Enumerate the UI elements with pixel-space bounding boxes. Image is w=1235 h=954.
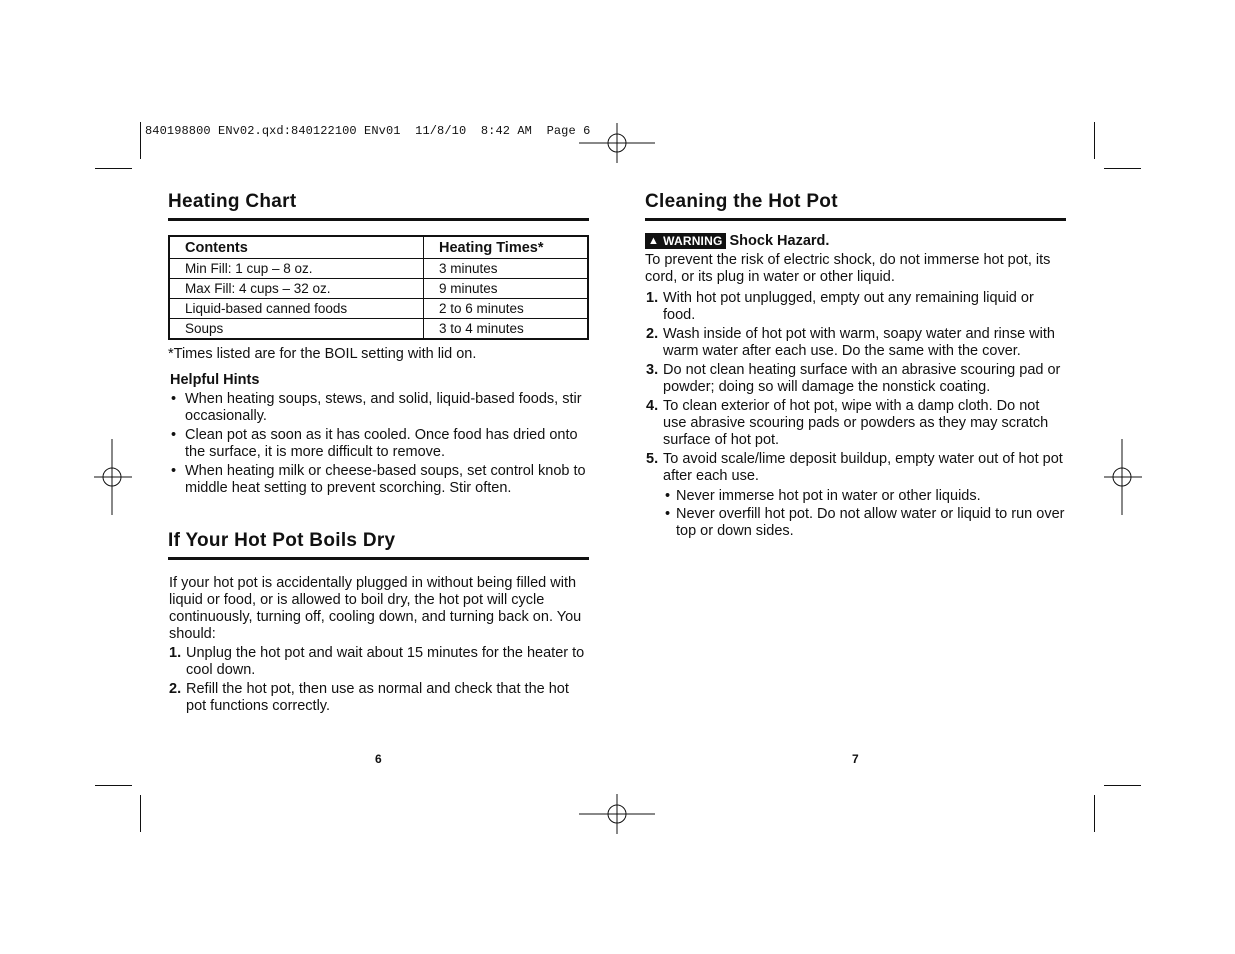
crop-mark [140, 795, 141, 832]
step-text: Wash inside of hot pot with warm, soapy water and rinse with warm water after each use. Do the same with the cover. [663, 326, 1055, 359]
helpful-hints-heading: Helpful Hints [170, 372, 260, 388]
table-row [169, 279, 588, 299]
table-cell: 3 to 4 minutes [424, 319, 589, 340]
table-cell: Liquid-based canned foods [169, 299, 424, 319]
table-row [169, 259, 588, 279]
column-header-heating-times: Heating Times* [424, 236, 589, 259]
registration-mark-icon [579, 776, 655, 852]
step-text: With hot pot unplugged, empty out any remaining liquid or food. [663, 290, 1034, 323]
helpful-hints-list [168, 391, 589, 497]
list-item [168, 681, 589, 715]
heating-chart-title: Heating Chart [168, 190, 589, 221]
step-text: To avoid scale/lime deposit buildup, empty water out of hot pot after each use. [663, 451, 1063, 484]
list-item: • Clean pot as soon as it has cooled. Once food has dried onto the surface, it is more difficult to remove. [168, 427, 589, 461]
boils-dry-title: If Your Hot Pot Boils Dry [168, 529, 589, 560]
boils-dry-intro: If your hot pot is accidentally plugged in without being filled with liquid or food, or is allowed to boil dry, the hot pot will cycle continuously, turning off, cooling down, and turning back on. You should: [169, 575, 582, 642]
table-row [169, 319, 588, 340]
print-slug-line: 840198800 ENv02.qxd:840122100 ENv01 11/8/10 8:42 AM Page 6 [145, 124, 591, 138]
list-item [645, 398, 1066, 449]
table-footnote: *Times listed are for the BOIL setting with lid on. [168, 346, 477, 362]
step-number: 2. [169, 681, 182, 697]
list-item: • Never overfill hot pot. Do not allow water or liquid to run over top or down sides. [663, 506, 1066, 540]
step-text: To clean exterior of hot pot, wipe with a damp cloth. Do not use abrasive scouring pads or powders as they may scratch surface of hot pot. [663, 398, 1049, 448]
list-item [645, 326, 1066, 360]
warning-badge [645, 233, 726, 249]
boils-dry-section [168, 529, 589, 717]
crop-mark [95, 168, 132, 169]
step-text: Unplug the hot pot and wait about 15 minutes for the heater to cool down. [186, 645, 585, 678]
crop-mark [140, 122, 141, 159]
list-item: • Never immerse hot pot in water or other liquids. [663, 488, 1066, 505]
crop-mark [1104, 785, 1141, 786]
table-cell: 3 minutes [424, 259, 589, 279]
step-text: Refill the hot pot, then use as normal and check that the hot pot functions correctly. [186, 681, 569, 714]
page-number-left: 6 [375, 752, 382, 766]
table-cell: Max Fill: 4 cups – 32 oz. [169, 279, 424, 299]
list-item [168, 645, 589, 679]
warning-text: To prevent the risk of electric shock, do not immerse hot pot, its cord, or its plug in water or other liquid. [645, 252, 1051, 285]
warning-triangle-icon: ▲ [648, 235, 660, 247]
cleaning-steps [645, 290, 1066, 485]
step-number: 5. [646, 451, 659, 467]
table-header-row [169, 236, 588, 259]
step-number: 4. [646, 398, 659, 414]
list-item [645, 290, 1066, 324]
table-cell: 9 minutes [424, 279, 589, 299]
step-text: Do not clean heating surface with an abrasive scouring pad or powder; doing so will damage the nonstick coating. [663, 362, 1061, 395]
heating-chart-section [168, 190, 589, 499]
registration-mark-icon [1084, 439, 1160, 515]
crop-mark [1094, 122, 1095, 159]
step-number: 2. [646, 326, 659, 342]
list-item: • When heating milk or cheese-based soups, set control knob to middle heat setting to prevent scorching. Stir often. [168, 463, 589, 497]
warning-heading: Shock Hazard. [729, 233, 830, 249]
crop-mark [1104, 168, 1141, 169]
table-cell: 2 to 6 minutes [424, 299, 589, 319]
list-item [645, 451, 1066, 485]
step-number: 1. [169, 645, 182, 661]
registration-mark-icon [74, 439, 150, 515]
cleaning-sub-bullets [645, 488, 1066, 540]
page-number-right: 7 [852, 752, 859, 766]
table-cell: Min Fill: 1 cup – 8 oz. [169, 259, 424, 279]
step-number: 3. [646, 362, 659, 378]
cleaning-section [645, 190, 1066, 541]
cleaning-title: Cleaning the Hot Pot [645, 190, 1066, 221]
crop-mark [1094, 795, 1095, 832]
warning-line [645, 233, 1066, 249]
table-cell: Soups [169, 319, 424, 340]
column-header-contents: Contents [169, 236, 424, 259]
list-item [645, 362, 1066, 396]
heating-chart-table [168, 235, 589, 340]
registration-mark-icon [579, 105, 655, 181]
boils-dry-steps [168, 645, 589, 715]
crop-mark [95, 785, 132, 786]
warning-badge-label: WARNING [663, 234, 723, 248]
step-number: 1. [646, 290, 659, 306]
list-item: • When heating soups, stews, and solid, liquid-based foods, stir occasionally. [168, 391, 589, 425]
table-row [169, 299, 588, 319]
